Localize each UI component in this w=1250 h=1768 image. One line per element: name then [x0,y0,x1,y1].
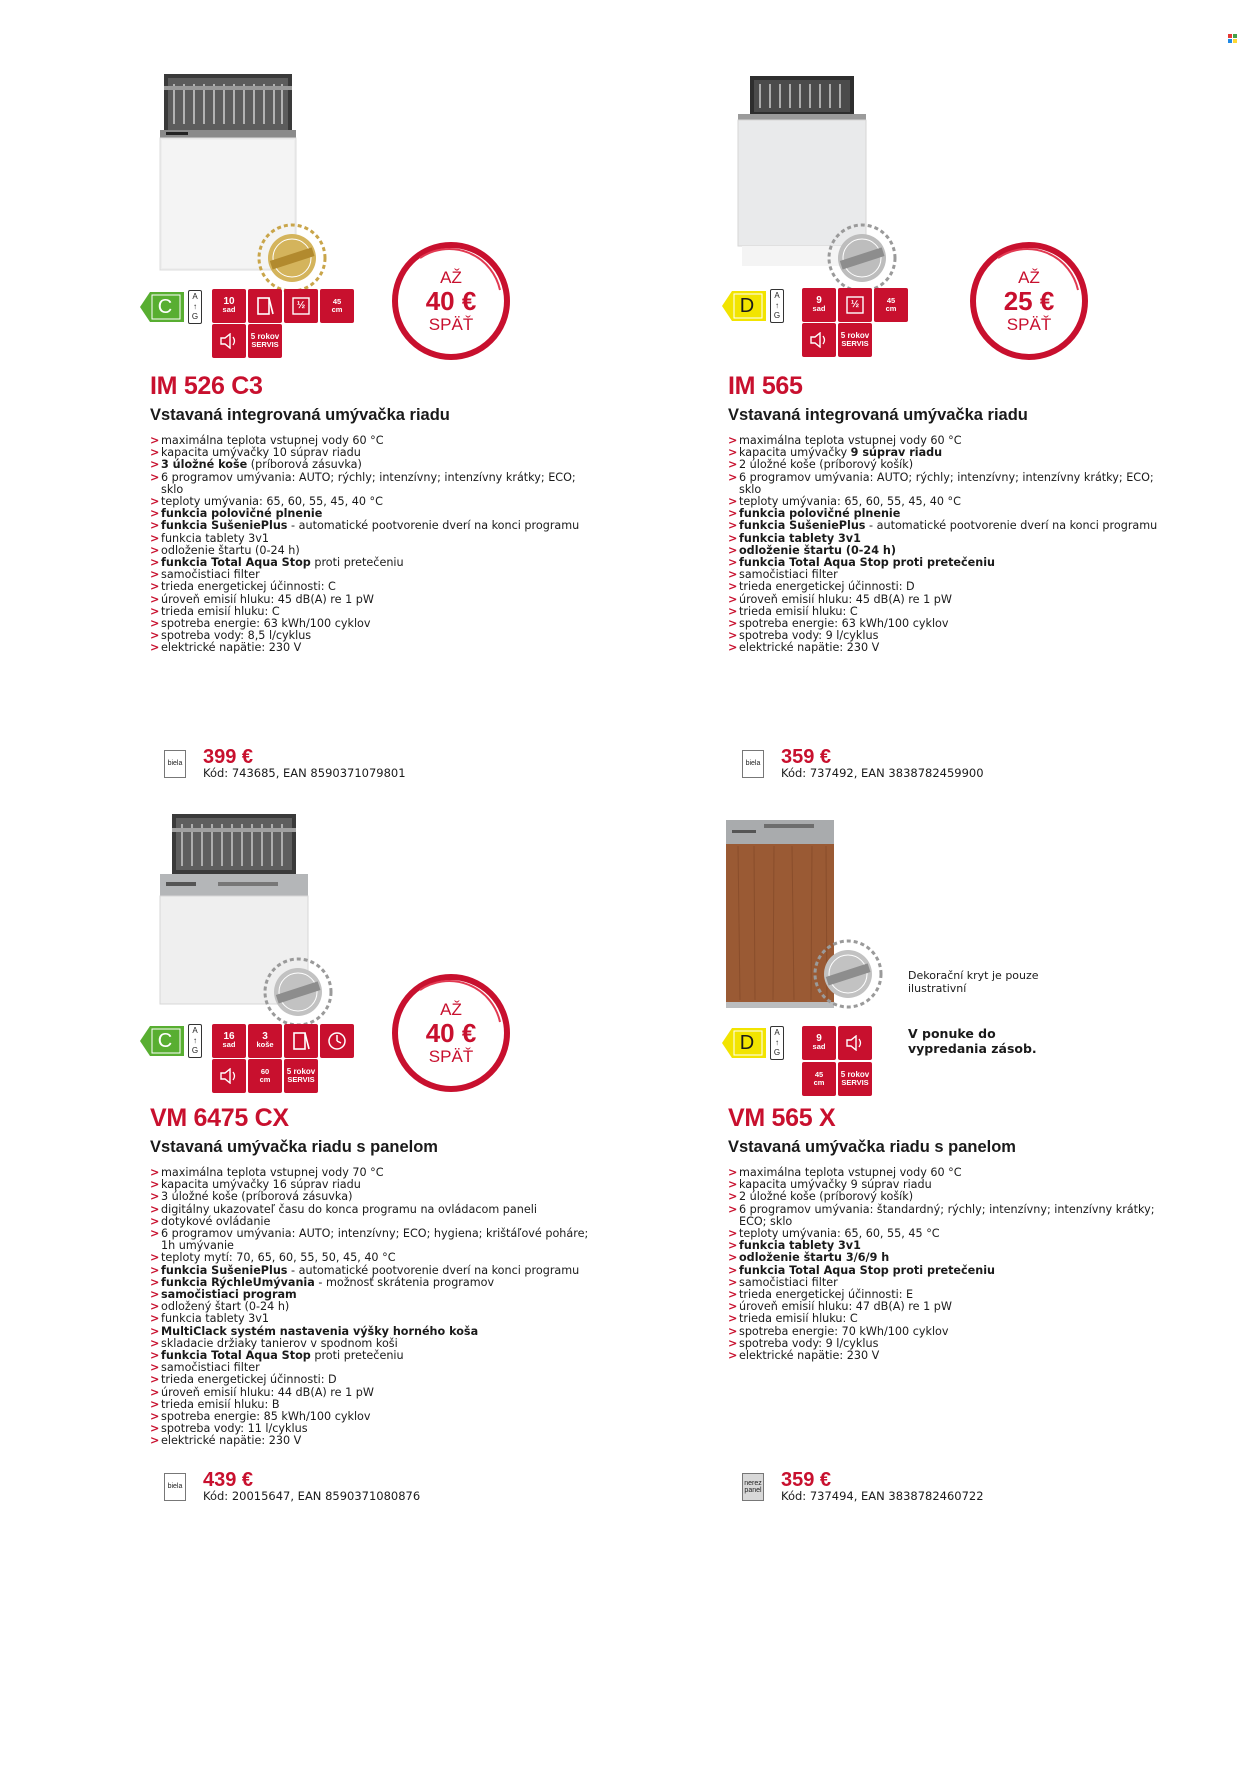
spec-item: > elektrické napätie: 230 V [728,642,1168,654]
product-code: Kód: 743685, EAN 8590371079801 [203,766,406,780]
product-code: Kód: 20015647, EAN 8590371080876 [203,1489,421,1503]
product-card [728,0,1250,880]
spec-item: > elektrické napätie: 230 V [150,642,590,654]
model-name: VM 6475 CX [150,1104,289,1132]
baskets-icon: 3 koše [248,1024,282,1058]
spec-item: > spotreba energie: 70 kWh/100 cyklov [728,1326,1168,1338]
gorenje-premium-seal-icon [256,222,328,294]
spec-item: > funkcia RýchleUmývania - možnosť skrátenia programov [150,1277,590,1289]
product-code: Kód: 737492, EAN 3838782459900 [781,766,984,780]
spec-item: > samočistiaci program [150,1289,590,1301]
spec-item: > trieda emisií hluku: C [728,606,1168,618]
spec-item: > teploty mytí: 70, 65, 60, 55, 50, 45, 40 °C [150,1252,590,1264]
energy-scale: A ↑ G [770,289,784,323]
auto-open-door-icon [248,289,282,323]
spec-item: > funkcia Total Aqua Stop proti pretečeniu [728,1265,1168,1277]
model-name: IM 565 [728,372,803,400]
spec-list [728,435,1168,655]
spec-item: > samočistiaci filter [150,1362,590,1374]
energy-class-letter: D [739,295,755,317]
service-warranty-icon: 5 rokov SERVIS [838,1062,872,1096]
spec-item: > odloženie štartu (0-24 h) [150,545,590,557]
price: 399 € [203,746,254,768]
width-icon: 45 cm [802,1062,836,1096]
color-swatch: biela [164,1473,186,1501]
spec-item: > funkcia SušeniePlus - automatické pootvorenie dverí na konci programu [150,1265,590,1277]
cashback-promo-badge: AŽ 40 € SPÄŤ [390,240,512,362]
color-swatch: nerez panel [742,1473,764,1501]
spec-list [150,1167,590,1448]
spec-item: > trieda energetickej účinnosti: D [728,581,1168,593]
service-warranty-icon: 5 rokov SERVIS [838,323,872,357]
spec-item: > maximálna teplota vstupnej vody 70 °C [150,1167,590,1179]
capacity-icon: 9 sad [802,288,836,322]
spec-item: > odloženie štartu 3/6/9 h [728,1252,1168,1264]
spec-item: > teploty umývania: 65, 60, 55, 45, 40 °C [150,496,590,508]
product-card [150,0,710,880]
spec-item: > spotreba energie: 63 kWh/100 cyklov [728,618,1168,630]
noise-icon [212,1059,246,1093]
product-subtitle: Vstavaná integrovaná umývačka riadu [728,406,1028,424]
cashback-promo-badge: AŽ 25 € SPÄŤ [968,240,1090,362]
spec-item: > funkcia tablety 3v1 [150,1313,590,1325]
spec-list [728,1167,1168,1362]
spec-item: > funkcia tablety 3v1 [728,1240,1168,1252]
spec-item: > MultiClack systém nastavenia výšky horného koša [150,1326,590,1338]
energy-class-letter: C [157,1030,173,1052]
color-swatch: biela [742,750,764,778]
service-warranty-icon: 5 rokov SERVIS [248,324,282,358]
capacity-icon: 10 sad [212,289,246,323]
spec-item: > maximálna teplota vstupnej vody 60 °C [728,1167,1168,1179]
price: 439 € [203,1469,254,1491]
spec-item: > funkcia tablety 3v1 [150,533,590,545]
product-subtitle: Vstavaná umývačka riadu s panelom [150,1138,438,1156]
service-warranty-icon: 5 rokov SERVIS [284,1059,318,1093]
spec-item: > 6 programov umývania: AUTO; rýchly; intenzívny; intenzívny krátky; ECO; sklo [728,472,1168,496]
decorative-cover-note: Dekorační kryt je pouze ilustrativní [908,969,1039,995]
energy-class-label [722,1022,786,1062]
spec-item: > samočistiaci filter [728,1277,1168,1289]
product-card [728,826,1250,1706]
spec-item: > teploty umývania: 65, 60, 55, 45, 40 °C [728,496,1168,508]
noise-icon [212,324,246,358]
spec-item: > kapacita umývačky 10 súprav riadu [150,447,590,459]
noise-icon [802,323,836,357]
spec-item: > 2 úložné koše (príborový košík) [728,1191,1168,1203]
energy-scale: A ↑ G [770,1026,784,1060]
spec-item: > trieda energetickej účinnosti: C [150,581,590,593]
spec-item: > trieda energetickej účinnosti: E [728,1289,1168,1301]
spec-item: > úroveň emisií hluku: 47 dB(A) re 1 pW [728,1301,1168,1313]
spec-item: > funkcia polovičné plnenie [150,508,590,520]
spec-item: > samočistiaci filter [728,569,1168,581]
spec-item: > trieda emisií hluku: C [150,606,590,618]
spec-item: > kapacita umývačky 9 súprav riadu [728,1179,1168,1191]
spec-item: > funkcia polovičné plnenie [728,508,1168,520]
energy-class-letter: D [739,1032,755,1054]
spec-item: > spotreba vody: 9 l/cyklus [728,1338,1168,1350]
spec-item: > 2 úložné koše (príborový košík) [728,459,1168,471]
spec-item: > teploty umývania: 65, 60, 55, 45 °C [728,1228,1168,1240]
spec-item: > funkcia Total Aqua Stop proti pretečeniu [728,557,1168,569]
spec-item: > odložený štart (0-24 h) [150,1301,590,1313]
spec-item: > kapacita umývačky 9 súprav riadu [728,447,1168,459]
width-icon: 60 cm [248,1059,282,1093]
product-subtitle: Vstavaná integrovaná umývačka riadu [150,406,450,424]
auto-open-door-icon [284,1024,318,1058]
spec-item: > 6 programov umývania: štandardný; rýchly; intenzívny; intenzívny krátky; ECO; sklo [728,1204,1168,1228]
spec-item: > úroveň emisií hluku: 44 dB(A) re 1 pW [150,1387,590,1399]
width-icon: 45 cm [320,289,354,323]
gorenje-premium-seal-icon [826,222,898,294]
spec-item: > trieda emisií hluku: C [728,1313,1168,1325]
spec-item: > 6 programov umývania: AUTO; rýchly; intenzívny; intenzívny krátky; ECO; sklo [150,472,590,496]
half-load-icon: ½ [284,289,318,323]
energy-class-label [140,1020,204,1060]
spec-item: > 3 úložné koše (príborová zásuvka) [150,1191,590,1203]
energy-class-letter: C [157,296,173,318]
gorenje-premium-seal-icon [812,938,884,1010]
spec-item: > skladacie držiaky tanierov v spodnom koši [150,1338,590,1350]
capacity-icon: 16 sad [212,1024,246,1058]
spec-item: > spotreba energie: 85 kWh/100 cyklov [150,1411,590,1423]
stock-availability-note: V ponuke do vypredania zásob. [908,1026,1037,1056]
spec-list [150,435,590,655]
noise-icon [838,1026,872,1060]
spec-item: > 6 programov umývania: AUTO; intenzívny; ECO; hygiena; krištáľové poháre; 1h umývanie [150,1228,590,1252]
spec-item: > úroveň emisií hluku: 45 dB(A) re 1 pW [150,594,590,606]
spec-item: > elektrické napätie: 230 V [150,1435,590,1447]
spec-item: > kapacita umývačky 16 súprav riadu [150,1179,590,1191]
width-icon: 45 cm [874,288,908,322]
spec-item: > spotreba vody: 11 l/cyklus [150,1423,590,1435]
energy-class-label [140,286,204,326]
spec-item: > maximálna teplota vstupnej vody 60 °C [150,435,590,447]
spec-item: > samočistiaci filter [150,569,590,581]
price: 359 € [781,746,832,768]
capacity-icon: 9 sad [802,1026,836,1060]
spec-item: > dotykové ovládanie [150,1216,590,1228]
model-name: VM 565 X [728,1104,836,1132]
spec-item: > funkcia SušeniePlus - automatické pootvorenie dverí na konci programu [150,520,590,532]
spec-item: > maximálna teplota vstupnej vody 60 °C [728,435,1168,447]
quick-wash-icon [320,1024,354,1058]
price: 359 € [781,1469,832,1491]
half-load-icon: ½ [838,288,872,322]
spec-item: > funkcia Total Aqua Stop proti pretečeniu [150,1350,590,1362]
energy-scale: A ↑ G [188,1024,202,1058]
cashback-promo-badge: AŽ 40 € SPÄŤ [390,972,512,1094]
product-card [150,826,710,1706]
spec-item: > úroveň emisií hluku: 45 dB(A) re 1 pW [728,594,1168,606]
model-name: IM 526 C3 [150,372,263,400]
product-code: Kód: 737494, EAN 3838782460722 [781,1489,984,1503]
spec-item: > funkcia tablety 3v1 [728,533,1168,545]
energy-class-label [722,285,786,325]
spec-item: > spotreba vody: 9 l/cyklus [728,630,1168,642]
spec-item: > spotreba vody: 8,5 l/cyklus [150,630,590,642]
spec-item: > spotreba energie: 63 kWh/100 cyklov [150,618,590,630]
product-subtitle: Vstavaná umývačka riadu s panelom [728,1138,1016,1156]
spec-item: > trieda energetickej účinnosti: D [150,1374,590,1386]
spec-item: > funkcia SušeniePlus - automatické pootvorenie dverí na konci programu [728,520,1168,532]
color-swatch: biela [164,750,186,778]
spec-item: > funkcia Total Aqua Stop proti pretečeniu [150,557,590,569]
spec-item: > digitálny ukazovateľ času do konca programu na ovládacom paneli [150,1204,590,1216]
spec-item: > elektrické napätie: 230 V [728,1350,1168,1362]
spec-item: > odloženie štartu (0-24 h) [728,545,1168,557]
energy-scale: A ↑ G [188,290,202,324]
spec-item: > trieda emisií hluku: B [150,1399,590,1411]
spec-item: > 3 úložné koše (príborová zásuvka) [150,459,590,471]
gorenje-premium-seal-icon [262,956,334,1028]
